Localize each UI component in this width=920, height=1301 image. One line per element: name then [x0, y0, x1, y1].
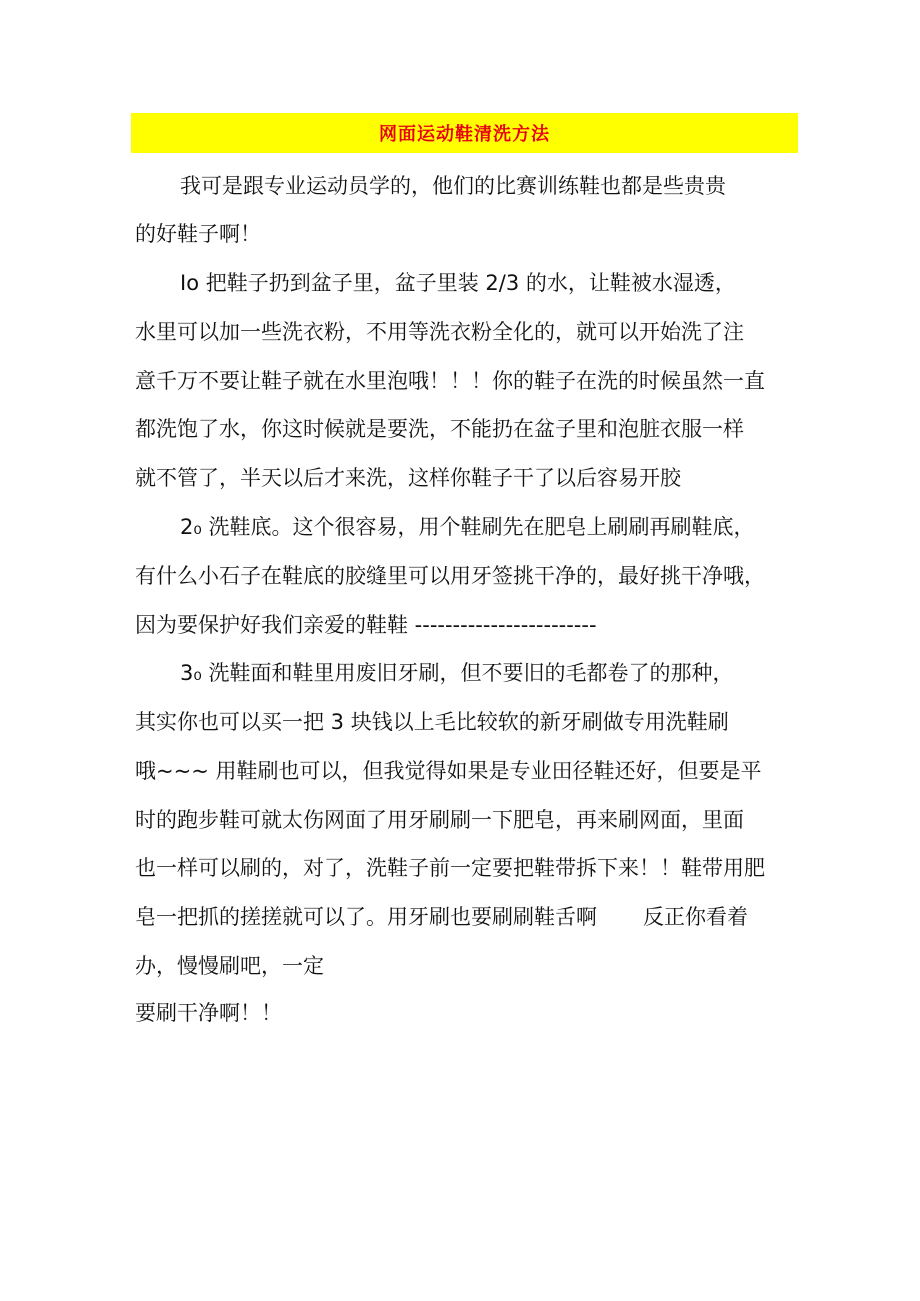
paragraph-4-line-5: 也一样可以刷的，对了，洗鞋子前一定要把鞋带拆下来！！鞋带用肥 [135, 856, 765, 880]
paragraph-4-line-3: 哦~~~ 用鞋刷也可以，但我觉得如果是专业田径鞋还好，但要是平 [135, 759, 762, 783]
paragraph-4-line-2: 其实你也可以买一把 3 块钱以上毛比较软的新牙刷做专用洗鞋刷 [135, 710, 729, 734]
paragraph-4-line-6-text: 皂一把抓的搓搓就可以了。用牙刷也要刷刷鞋舌啊 [135, 905, 597, 929]
paragraph-1-line-1: 我可是跟专业运动员学的，他们的比赛训练鞋也都是些贵贵 [180, 174, 726, 198]
paragraph-4-line-7: 办，慢慢刷吧，一定 [135, 954, 324, 978]
title-banner [131, 113, 798, 153]
paragraph-4-line-6-tail: 反正你看着 [643, 905, 748, 929]
paragraph-2-line-5: 就不管了，半天以后才来洗，这样你鞋子干了以后容易开胶 [135, 466, 681, 490]
paragraph-2-line-2: 水里可以加一些洗衣粉，不用等洗衣粉全化的，就可以开始洗了注 [135, 320, 744, 344]
paragraph-3-line-3: 因为要保护好我们亲爱的鞋鞋 ------------------------ [135, 613, 597, 637]
paragraph-2-line-4: 都洗饱了水，你这时候就是要洗，不能扔在盆子里和泡脏衣服一样 [135, 417, 744, 441]
paragraph-4-line-1: 3₀ 洗鞋面和鞋里用废旧牙刷，但不要旧的毛都卷了的那种， [180, 661, 734, 685]
paragraph-2-line-3: 意千万不要让鞋子就在水里泡哦！！！你的鞋子在洗的时候虽然一直 [135, 369, 765, 393]
paragraph-4-line-8: 要刷干净啊！！ [135, 1001, 282, 1025]
paragraph-4-line-6 [135, 902, 748, 932]
paragraph-3-line-1: 2₀ 洗鞋底。这个很容易，用个鞋刷先在肥皂上刷刷再刷鞋底， [180, 515, 755, 539]
page-title: 网面运动鞋清洗方法 [379, 124, 550, 145]
paragraph-3-line-2: 有什么小石子在鞋底的胶缝里可以用牙签挑干净的，最好挑干净哦， [135, 564, 765, 588]
paragraph-1-line-2: 的好鞋子啊！ [135, 222, 261, 246]
paragraph-4-line-4: 时的跑步鞋可就太伤网面了用牙刷刷一下肥皂，再来刷网面，里面 [135, 808, 744, 832]
paragraph-2-line-1: Io 把鞋子扔到盆子里，盆子里装 2/3 的水，让鞋被水湿透， [180, 271, 736, 295]
